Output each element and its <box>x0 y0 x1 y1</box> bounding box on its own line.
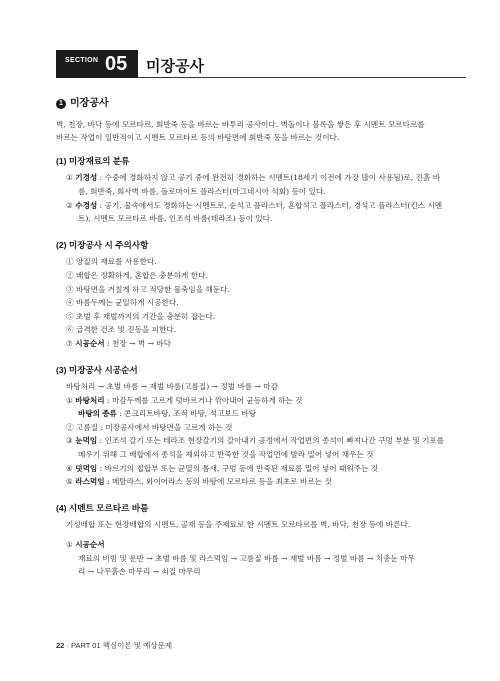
list-item <box>56 171 448 198</box>
term-label: 눈먹임 <box>75 436 98 446</box>
term-label: 바탕처리 <box>75 395 105 405</box>
sequence-line: 리 → 나무흙손 마무리 → 쇠질 마무리 <box>78 567 201 577</box>
section-badge <box>56 50 138 78</box>
page-footer <box>56 640 172 651</box>
item-number: ① <box>66 173 73 183</box>
list-item <box>56 394 448 408</box>
term-label: 수경성 <box>75 200 98 210</box>
term-label: 시공순서 <box>75 540 105 550</box>
term-label: 시공순서 <box>75 338 105 348</box>
list-item: ② 고름질 : 미장공사에서 바탕면을 고르게 하는 것 <box>66 422 233 432</box>
heading-1-title: 미장공사 <box>70 98 109 109</box>
term-label: 덧먹임 <box>75 463 98 473</box>
subheading-precautions: (2) 미장공사 시 주의사항 <box>56 239 149 250</box>
list-item: ② 배합은 정확하게, 혼합은 충분하게 한다. <box>66 270 208 280</box>
subheading-mortar: (4) 시멘트 모르타르 바름 <box>56 502 149 513</box>
section-header <box>56 50 466 80</box>
header-divider <box>138 77 466 78</box>
term-label: 기경성 <box>75 173 98 183</box>
intro-line-1: 벽, 천장, 바닥 등에 모르타르, 회반죽 등을 바르는 바투리 공사이다. 벽돌이나 블록을 쌓은 후 시멘트 모르타르를 <box>56 119 425 129</box>
paragraph: 기성배합 또는 현장배합의 시멘트, 골재 등을 주재료로 한 시멘트 모르타르를 벽, 바닥, 천장 등에 바른다. <box>66 520 411 530</box>
item-number: ⑤ <box>66 477 73 487</box>
intro-line-2: 바르는 작업이 일반적이고 시멘트 모르타르 등의 바탕면에 회반죽 등을 바르는 것이다. <box>56 133 340 143</box>
list-subitem <box>56 407 448 421</box>
term-text: : 메탈라스, 와이어라스 등의 바탕에 모르타르 등을 최초로 바르는 것 <box>104 477 332 487</box>
list-item: ⑤ 초벌 후 재벌까지의 기간을 충분히 잡는다. <box>66 311 216 321</box>
section-title: 미장공사 <box>146 58 204 75</box>
intro-paragraph <box>56 118 448 145</box>
term-text: : 수중에 경화하지 않고 공기 중에 완전히 경화하는 시멘트(18세기 이전에 가장 많이 사용됨)로, 진흙 바름, 회반죽, 회사벽 바름, 돌로마이트 플라스터(마그네시아 석회) 등이 있다. <box>78 173 441 196</box>
page-content <box>56 97 448 579</box>
term-label: 라스먹임 <box>75 477 105 487</box>
term-text: : 바르기의 접합부 또는 균열의 틈새, 구멍 등에 반죽된 재료를 밀어 넣어 때워주는 것 <box>97 463 379 473</box>
term-text: : 콘크리트바탕, 조적 바탕, 석고보드 바탕 <box>116 409 257 419</box>
item-number: ⑦ <box>66 338 73 348</box>
list-item <box>56 538 448 552</box>
term-text: : 마감두께를 고르게 덧바르거나 깎아내어 균등하게 하는 것 <box>104 395 303 405</box>
term-text: : 인조석 갈기 또는 테라조 현장갈기의 갈아내기 공정에서 작업면의 종석이 빠져나간 구멍 부분 및 기포를 메우기 위해 그 배합에서 종석을 제외하고 반죽한 것을 작업면에 발라 밀어 넣어 채우는 것 <box>78 436 445 460</box>
list-item <box>56 434 448 461</box>
section-number: 05 <box>105 53 128 75</box>
sequence-line: 바탕처리 → 초벌 바름 → 재벌 바름(고름질) → 정벌 바름 → 마감 <box>66 382 278 392</box>
list-item: ⑥ 급격한 건조 및 진동을 피한다. <box>66 325 177 335</box>
list-item <box>56 475 448 489</box>
heading-number-badge: 1 <box>56 99 66 109</box>
item-number: ④ <box>66 463 73 473</box>
list-item <box>56 199 448 226</box>
item-number: ① <box>66 540 73 550</box>
list-item: ④ 바름두께는 균일하게 시공한다. <box>66 298 179 308</box>
term-label: 바탕의 종류 <box>78 409 117 419</box>
footer-text: · PART 01 핵심이론 및 예상문제 <box>64 641 173 650</box>
term-text: : 공기, 물속에서도 경화하는 시멘트로, 순석고 플라스터, 혼합석고 플라스터, 경석고 플라스터(킨스 시멘트), 시멘트 모르타르 바름, 인조석 바름(테라조) 등이 있다. <box>78 200 443 224</box>
sequence-line: 재료의 비빔 및 운반 → 초벌 바름 및 라스먹임 → 고름질 바름 → 재벌 바름 → 정벌 바름 → 치총눈 마무 <box>78 553 415 563</box>
term-text: : 천장 → 벽 → 바닥 <box>104 338 172 348</box>
item-number: ① <box>66 395 73 405</box>
subheading-sequence: (3) 미장공사 시공순서 <box>56 364 138 375</box>
section-label: SECTION <box>65 57 99 64</box>
item-number: ③ <box>66 436 73 446</box>
subheading-classification: (1) 미장재료의 분류 <box>56 155 130 166</box>
item-number: ② <box>66 200 73 210</box>
list-item: ③ 바탕면을 거칠게 하고 적당한 물축임을 해둔다. <box>66 284 230 294</box>
page-number: 22 <box>56 641 65 650</box>
list-item <box>56 337 448 351</box>
list-item: ① 양질의 재료를 사용한다. <box>66 257 157 267</box>
heading-1 <box>56 97 448 111</box>
list-item <box>56 462 448 476</box>
